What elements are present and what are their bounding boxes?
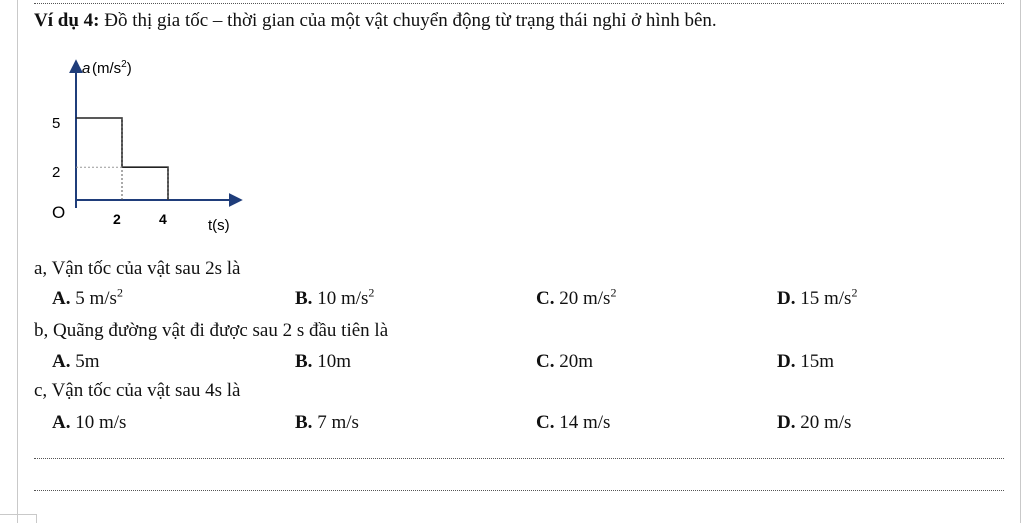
option-a-C[interactable]: C. 20 $m/s^2$ xyxy=(536,285,617,309)
page-corner xyxy=(0,514,37,523)
question-b: b, Quãng đường vật đi được sau 2 s đầu tiên là xyxy=(34,320,389,341)
dotted-answer-line-2 xyxy=(34,490,1004,491)
option-b-C[interactable]: C. 20m xyxy=(536,351,594,372)
example-title xyxy=(34,10,717,32)
dotted-answer-line-1 xyxy=(34,458,1004,459)
origin-label: O xyxy=(52,203,66,222)
option-c-A[interactable]: A. 10 m/s xyxy=(52,412,127,433)
x-tick-label-2: 2 xyxy=(113,211,121,227)
option-b-B[interactable]: B. 10m xyxy=(295,351,351,372)
option-a-D[interactable]: D. 15 $m/s^2$ xyxy=(777,285,858,309)
acceleration-time-graph xyxy=(40,50,260,240)
option-a-B[interactable]: B. 10 $m/s^2$ xyxy=(295,285,375,309)
option-c-B[interactable]: B. 7 m/s xyxy=(295,412,359,433)
example-text: Đồ thị gia tốc – thời gian của một vật chuyển động từ trạng thái nghỉ ở hình bên. xyxy=(104,10,717,31)
option-c-D[interactable]: D. 20 m/s xyxy=(777,412,852,433)
option-b-D[interactable]: D. 15m xyxy=(777,351,835,372)
y-tick-label-5: 5 xyxy=(52,115,61,132)
option-a-A[interactable]: A. 5 $m/s^2$ xyxy=(52,285,123,309)
x-axis-label: t(s) xyxy=(208,217,230,234)
x-tick-label-4: 4 xyxy=(159,211,167,227)
y-tick-label-2: 2 xyxy=(52,164,61,181)
option-b-A[interactable]: A. 5m xyxy=(52,351,100,372)
page-frame-right xyxy=(1020,0,1021,523)
y-axis-label-var: a xyxy=(82,60,91,77)
question-a: a, Vận tốc của vật sau 2s là xyxy=(34,258,241,279)
y-axis-label-unit: $(m/s^2)$ xyxy=(92,59,132,77)
option-c-C[interactable]: C. 14 m/s xyxy=(536,412,611,433)
dotted-separator-top xyxy=(34,3,1004,4)
example-label: Ví dụ 4: xyxy=(34,10,100,31)
page-frame-left xyxy=(17,0,18,523)
question-c: c, Vận tốc của vật sau 4s là xyxy=(34,380,241,401)
